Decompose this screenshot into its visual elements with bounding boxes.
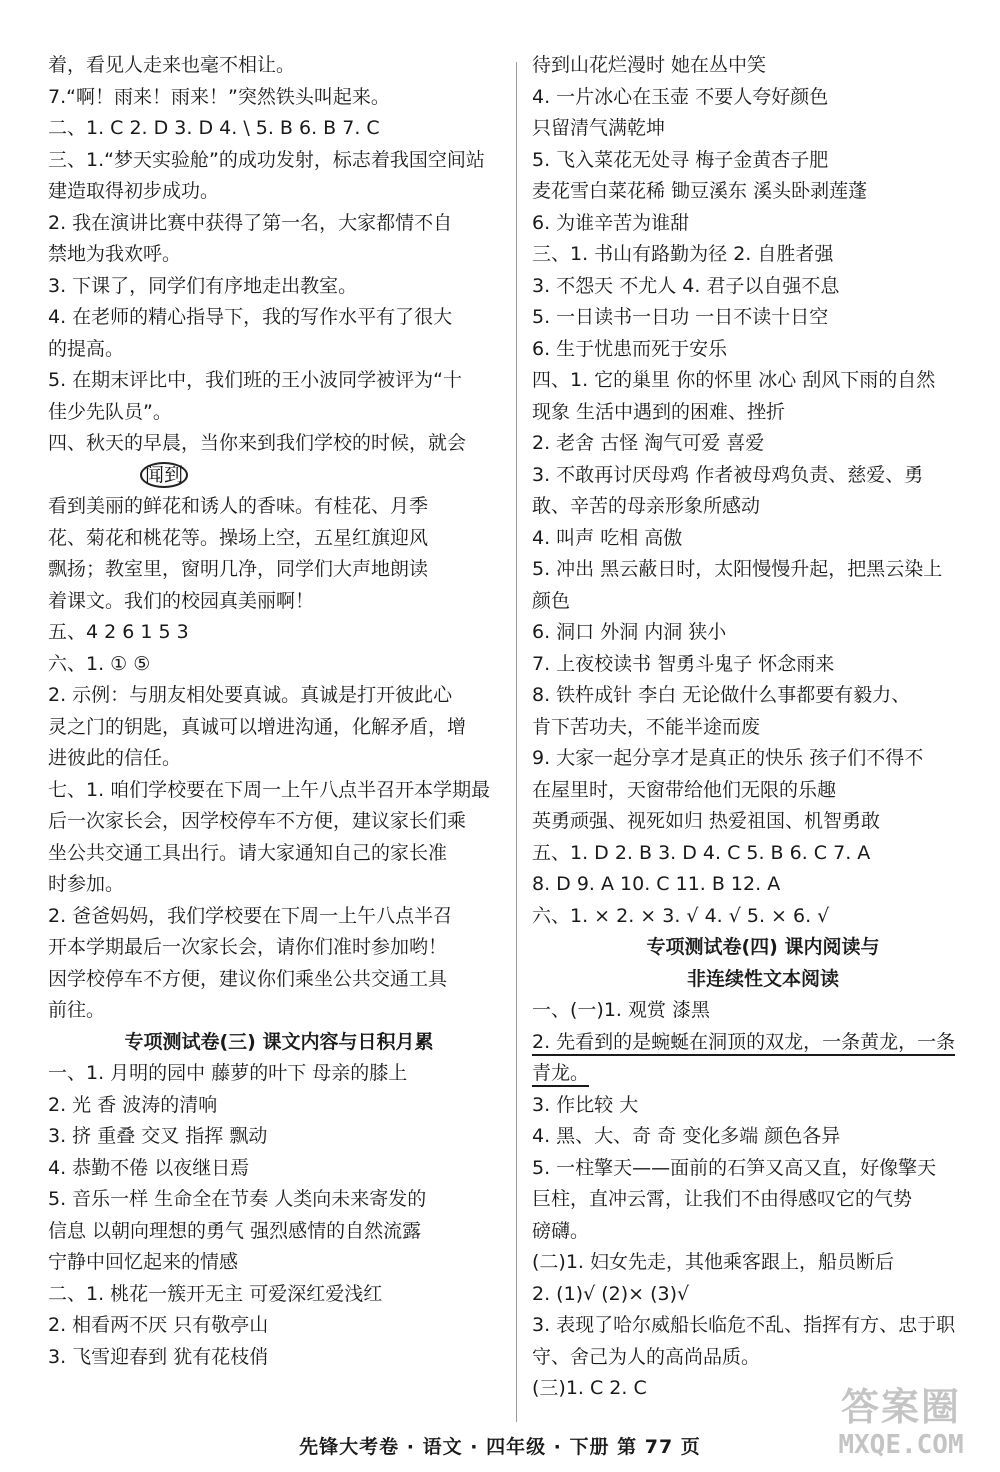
answer-line: 7.“啊！雨来！雨来！”突然铁头叫起来。 (48, 85, 390, 108)
answer-line: 看到美丽的鲜花和诱人的香味。有桂花、月季 (48, 495, 429, 517)
answer-line: 5. 在期末评比中，我们班的王小波同学被评为“十 (48, 369, 463, 391)
answer-line: 8. D 9. A 10. C 11. B 12. A (532, 873, 781, 895)
answer-line: 飘扬；教室里，窗明几净，同学们大声地朗读 (48, 558, 429, 580)
answer-line: 5. 一柱擎天——面前的石笋又高又直，好像擎天 (532, 1156, 937, 1179)
answer-line: 五、4 2 6 1 5 3 (48, 621, 189, 643)
answer-line: 五、1. D 2. B 3. D 4. C 5. B 6. C 7. A (532, 841, 871, 864)
answer-line: 三、1.“梦天实验舱”的成功发射，标志着我国空间站 (48, 148, 485, 171)
answer-line: 4. 叫声 吃相 高傲 (532, 526, 683, 549)
answer-line: 四、秋天的早晨，当你来到我们学校的时候，就会 (48, 432, 467, 454)
underlined-answer-line: 青龙。 (532, 1058, 994, 1090)
answer-line: 宁静中回忆起来的情感 (48, 1251, 239, 1273)
answer-line: 8. 铁杵成针 李白 无论做什么事都要有毅力、 (532, 684, 911, 706)
answer-line: 3. 不怨天 不尤人 4. 君子以自强不息 (532, 274, 840, 297)
answer-line: 信息 以朝向理想的勇气 强烈感情的自然流露 (48, 1219, 422, 1242)
answer-line: 磅礴。 (532, 1219, 590, 1242)
answer-line: 5. 飞入菜花无处寻 梅子金黄杏子肥 (532, 148, 829, 171)
answer-line: 英勇顽强、视死如归 热爱祖国、机智勇敢 (532, 810, 881, 832)
underlined-answer-line: 2. 先看到的是蜿蜒在洞顶的双龙，一条黄龙，一条 (532, 1027, 994, 1059)
column-divider (516, 62, 517, 1422)
answer-line: 2. 爸爸妈妈，我们学校要在下周一上午八点半召 (48, 904, 453, 927)
handwritten-correction: 闻到 (48, 460, 510, 492)
answer-line: 2. 相看两不厌 只有敬亭山 (48, 1314, 269, 1336)
right-column (532, 50, 994, 1405)
answer-line: 4. 恭勤不倦 以夜继日焉 (48, 1156, 250, 1179)
answer-line: 6. 洞口 外洞 内洞 狭小 (532, 621, 727, 643)
answer-line: 5. 音乐一样 生命全在节奏 人类向未来寄发的 (48, 1188, 427, 1210)
answer-line: 后一次家长会，因学校停车不方便，建议家长们乘 (48, 810, 467, 832)
answer-line: 开本学期最后一次家长会，请你们准时参加哟！ (48, 936, 448, 958)
answer-line: 一、(一)1. 观赏 漆黑 (532, 999, 711, 1021)
answer-line: 佳少先队员”。 (48, 400, 172, 423)
answer-line: 5. 一日读书一日功 一日不读十日空 (532, 306, 829, 328)
answer-line: 三、1. 书山有路勤为径 2. 自胜者强 (532, 243, 834, 265)
section-heading: 专项测试卷(四) 课内阅读与 (646, 936, 880, 958)
answer-line: 颜色 (532, 589, 571, 612)
answer-line: 现象 生活中遇到的困难、挫折 (532, 400, 786, 423)
answer-line: 待到山花烂漫时 她在丛中笑 (532, 54, 767, 76)
answer-line: (三)1. C 2. C (532, 1377, 647, 1399)
watermark-logo-text: 答案圈 (840, 1385, 961, 1429)
answer-line: 3. 飞雪迎春到 犹有花枝俏 (48, 1345, 269, 1368)
answer-line: 2. 示例：与朋友相处要真诚。真诚是打开彼此心 (48, 684, 453, 706)
answer-line: 2. 我在演讲比赛中获得了第一名，大家都情不自 (48, 211, 453, 234)
answer-line: 9. 大家一起分享才是真正的快乐 孩子们不得不 (532, 747, 924, 769)
answer-line: 巨柱，直冲云霄，让我们不由得感叹它的气势 (532, 1188, 913, 1210)
answer-line: 着，看见人走来也毫不相让。 (48, 54, 296, 76)
answer-line: 7. 上夜校读书 智勇斗鬼子 怀念雨来 (532, 652, 835, 675)
answer-line: 3. 作比较 大 (532, 1093, 639, 1116)
answer-line: 的提高。 (48, 337, 125, 360)
answer-line: 3. 不敢再讨厌母鸡 作者被母鸡负责、慈爱、勇 (532, 463, 924, 486)
answer-line: 二、1. 桃花一簇开无主 可爱深红爱浅红 (48, 1282, 383, 1305)
answer-line: 进彼此的信任。 (48, 747, 182, 769)
watermark (808, 1384, 994, 1468)
answer-line: 四、1. 它的巢里 你的怀里 冰心 刮风下雨的自然 (532, 369, 936, 391)
answer-line: 七、1. 咱们学校要在下周一上午八点半召开本学期最 (48, 778, 491, 801)
answer-line: 一、1. 月明的园中 藤萝的叶下 母亲的膝上 (48, 1062, 408, 1084)
answer-line: 坐公共交通工具出行。请大家通知自己的家长准 (48, 841, 448, 864)
answer-line: 在屋里时，天窗带给他们无限的乐趣 (532, 778, 837, 801)
watermark-url: MXQE.COM (838, 1430, 964, 1460)
answer-line: 前往。 (48, 999, 106, 1021)
page-footer: 先锋大考卷 · 语文 · 四年级 · 下册 第 77 页 (299, 1436, 701, 1458)
answer-line: 守、舍己为人的高尚品质。 (532, 1345, 761, 1368)
answer-line: 花、菊花和桃花等。操场上空，五星红旗迎风 (48, 526, 429, 549)
answer-line: 灵之门的钥匙，真诚可以增进沟通，化解矛盾，增 (48, 715, 467, 738)
answer-line: 只留清气满乾坤 (532, 117, 666, 139)
answer-line: 禁地为我欢呼。 (48, 243, 182, 265)
answer-line: 3. 挤 重叠 交叉 指挥 飘动 (48, 1125, 268, 1147)
answer-line: 4. 在老师的精心指导下，我的写作水平有了很大 (48, 306, 453, 328)
answer-line: 6. 为谁辛苦为谁甜 (532, 211, 690, 234)
answer-line: 2. (1)√ (2)× (3)√ (532, 1282, 690, 1305)
answer-line: 二、1. C 2. D 3. D 4. \ 5. B 6. B 7. C (48, 117, 380, 139)
left-column (48, 50, 510, 1373)
answer-line: 5. 冲出 黑云蔽日时，太阳慢慢升起，把黑云染上 (532, 558, 943, 580)
answer-line: 六、1. ① ⑤ (48, 652, 151, 675)
answer-line: 麦花雪白菜花稀 锄豆溪东 溪头卧剥莲蓬 (532, 180, 868, 202)
answer-line: 着课文。我们的校园真美丽啊！ (48, 589, 315, 612)
answer-line: 敢、辛苦的母亲形象所感动 (532, 495, 761, 517)
answer-line: 4. 一片冰心在玉壶 不要人夸好颜色 (532, 85, 829, 108)
answer-line: 时参加。 (48, 873, 125, 895)
section-heading: 非连续性文本阅读 (686, 967, 839, 990)
answer-line: 2. 老舍 古怪 淘气可爱 喜爱 (532, 432, 765, 454)
answer-line: 2. 光 香 波涛的清响 (48, 1093, 218, 1116)
answer-line: 4. 黑、大、奇 奇 变化多端 颜色各异 (532, 1125, 841, 1147)
answer-line: 6. 生于忧患而死于安乐 (532, 337, 728, 360)
section-heading: 专项测试卷(三) 课文内容与日积月累 (124, 1030, 434, 1053)
answer-line: 3. 下课了，同学们有序地走出教室。 (48, 274, 358, 297)
answer-line: 3. 表现了哈尔威船长临危不乱、指挥有方、忠于职 (532, 1314, 956, 1336)
answer-line: 建造取得初步成功。 (48, 180, 220, 202)
answer-line: (二)1. 妇女先走，其他乘客跟上，船员断后 (532, 1251, 894, 1273)
answer-line: 肯下苦功夫，不能半途而废 (532, 715, 761, 738)
answer-line: 六、1. × 2. × 3. √ 4. √ 5. × 6. √ (532, 904, 830, 927)
answer-line: 因学校停车不方便，建议你们乘坐公共交通工具 (48, 967, 448, 990)
